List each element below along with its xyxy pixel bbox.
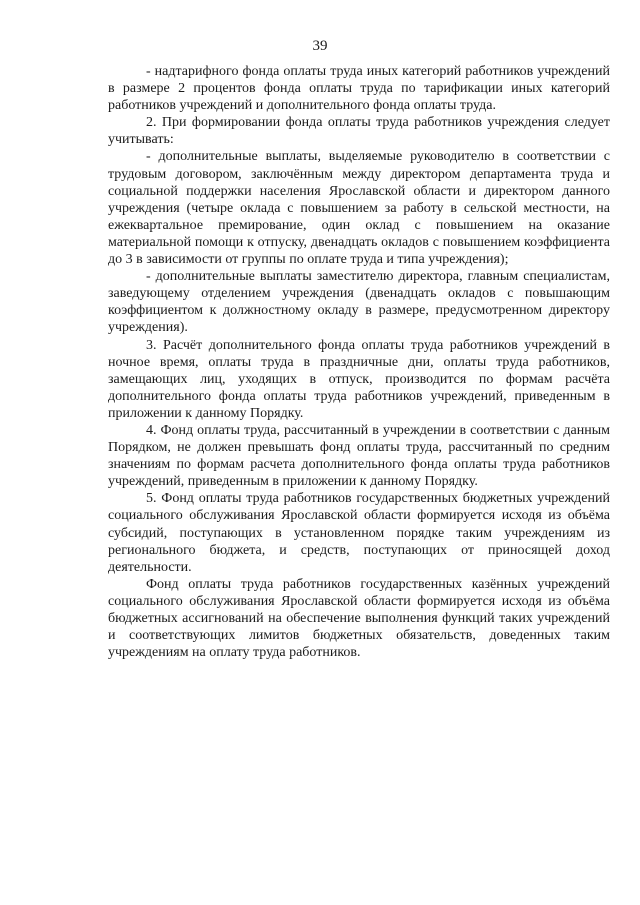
- document-body: [108, 63, 610, 661]
- page-number: 39: [312, 38, 328, 54]
- paragraph-2: 2. При формировании фонда оплаты труда работников учреждения следует учитывать:: [108, 115, 610, 148]
- paragraph-5: 3. Расчёт дополнительного фонда оплаты труда работников учреждений в ночное время, оплаты труда в праздничные дни, оплаты труда работников, замещающих лиц, уходящих в отпуск, производится по формам расчёта дополнительного фонда оплаты труда работников учреждений, приведенным в приложении к данному Порядку.: [108, 337, 610, 421]
- paragraph-1: - надтарифного фонда оплаты труда иных категорий работников учреждений в размере 2 процентов фонда оплаты труда по тарификации иных категорий работников учреждений и дополнительного фонда оплаты труда.: [108, 64, 610, 114]
- paragraph-6: 4. Фонд оплаты труда, рассчитанный в учреждении в соответствии с данным Порядком, не должен превышать фонд оплаты труда, рассчитанный по средним значениям по формам расчета дополнительного фонда оплаты труда работников учреждений, приведенным в приложении к данному Порядку.: [108, 422, 610, 490]
- paragraph-7: 5. Фонд оплаты труда работников государственных бюджетных учреждений социального обслуживания Ярославской области формируется исходя из объёма субсидий, поступающих в установленном порядке таким учреждениям из регионального бюджета, и средств, поступающих от приносящей доход деятельности.: [108, 491, 610, 575]
- paragraph-8: Фонд оплаты труда работников государственных казённых учреждений социального обслуживания Ярославской области формируется исходя из объёма бюджетных ассигнований на обеспечение выполнения функций таких учреждений и соответствующих лимитов бюджетных обязательств, доведенных таким учреждениям на оплату труда работников.: [108, 576, 610, 661]
- paragraph-4: - дополнительные выплаты заместителю директора, главным специалистам, заведующему отделением учреждения (двенадцать окладов с повышающим коэффициентом к должностному окладу в размере, предусмотренном директору учреждения).: [108, 269, 610, 336]
- paragraph-3: - дополнительные выплаты, выделяемые руководителю в соответствии с трудовым договором, заключённым между директором департамента труда и социальной поддержки населения Ярославской области и директором данного учреждения (четыре оклада с повышением за работу в сельской местности, на ежеквартальное премирование, один оклад с повышением на оказание материальной помощи к отпуску, двенадцать окладов с повышением коэффициента до 3 в зависимости от группы по оплате труда и типа учреждения);: [108, 149, 610, 268]
